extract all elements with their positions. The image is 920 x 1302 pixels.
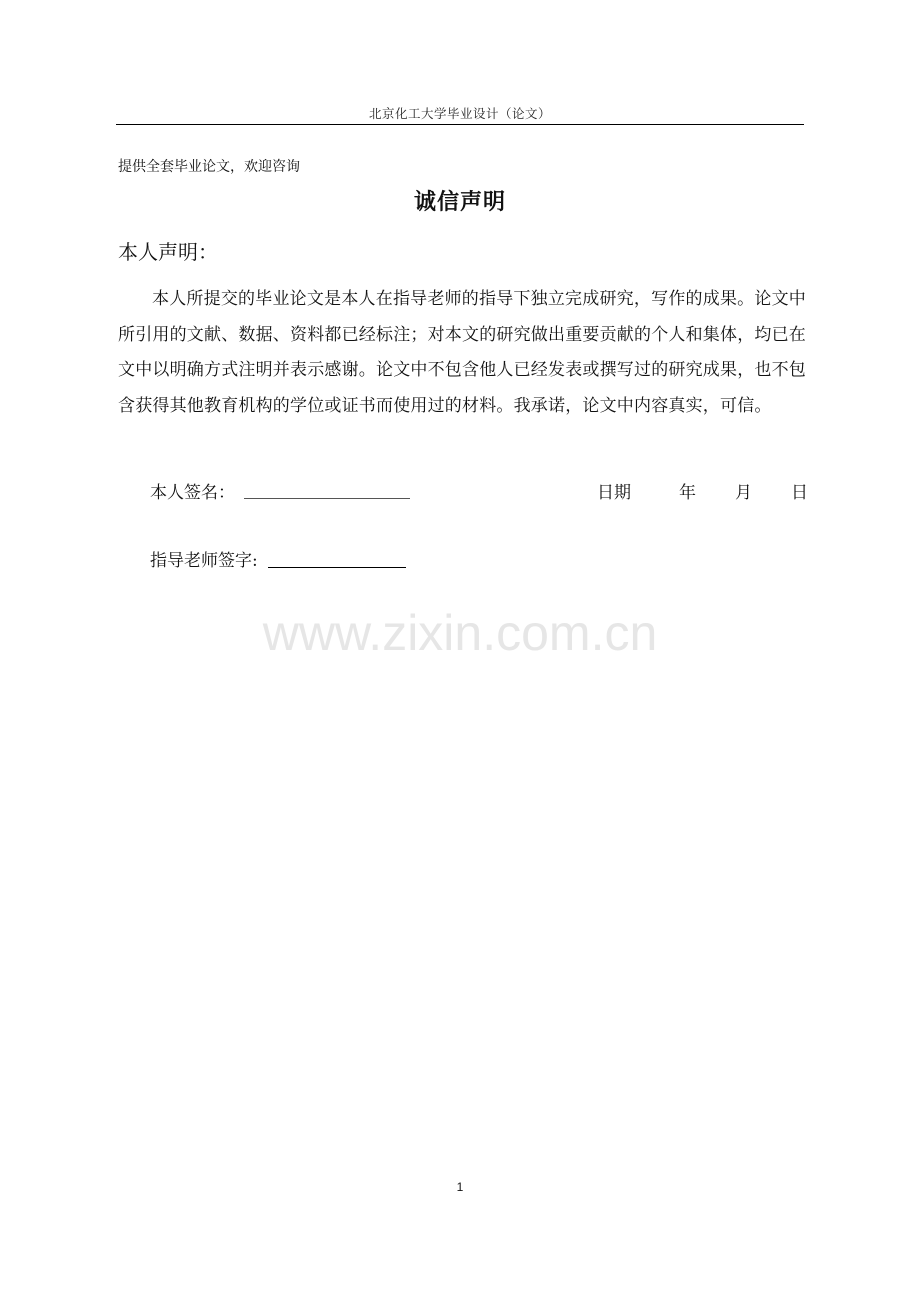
page-number: 1 xyxy=(456,1180,464,1194)
running-header: 北京化工大学毕业设计（论文） xyxy=(368,106,551,121)
date-label: 日期 xyxy=(597,483,631,503)
day-label: 日 xyxy=(791,483,808,503)
declaration-heading: 本人声明： xyxy=(118,240,218,264)
year-label: 年 xyxy=(679,483,696,503)
advisor-signature-row xyxy=(150,546,450,572)
signature-line xyxy=(244,498,410,499)
watermark: www.zixin.com.cn xyxy=(262,605,658,661)
notice-text: 提供全套毕业论文，欢迎咨询 xyxy=(118,159,300,175)
declaration-body: 本人所提交的毕业论文是本人在指导老师的指导下独立完成研究，写作的成果。论文中所引用的文献、数据、资料都已经标注；对本文的研究做出重要贡献的个人和集体，均已在文中以明确方式注明并表示感谢。论文中不包含他人已经发表或撰写过的研究成果，也不包含获得其他教育机构的学位或证书而使用过的材料。我承诺，论文中内容真实，可信。 xyxy=(118,289,806,416)
month-label: 月 xyxy=(735,483,752,503)
signature-row xyxy=(150,478,810,502)
header-rule xyxy=(116,124,804,125)
advisor-signature-label: 指导老师签字: xyxy=(150,551,258,571)
signature-label: 本人签名： xyxy=(150,483,235,503)
advisor-signature-line xyxy=(268,567,406,568)
page-title: 诚信声明 xyxy=(413,190,506,215)
